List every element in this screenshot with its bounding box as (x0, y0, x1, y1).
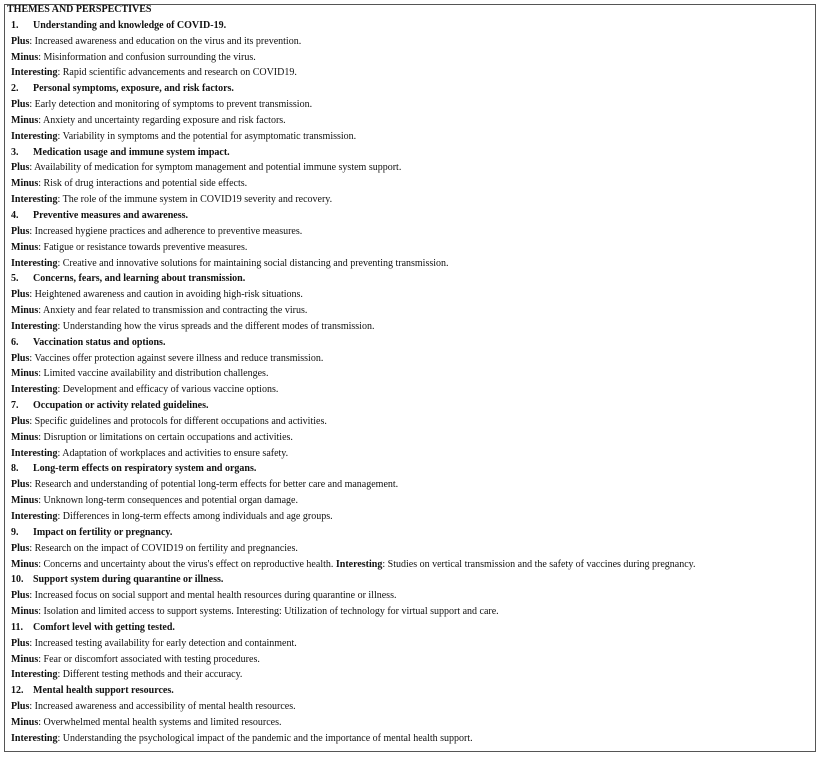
theme-title (5, 461, 813, 477)
plus-separator: : (29, 701, 35, 713)
interesting-label: Interesting (11, 447, 58, 459)
interesting-entry (5, 446, 813, 462)
interesting-entry (5, 319, 813, 335)
minus-entry (5, 240, 813, 256)
plus-label: Plus (11, 415, 30, 427)
interesting-text: Creative and innovative solutions for maintaining social distancing and preventing transmission. (62, 257, 449, 269)
theme-number: 9. (11, 526, 19, 538)
minus-separator: : (38, 431, 44, 443)
interesting-separator: : (57, 511, 63, 522)
plus-separator: : (29, 35, 35, 47)
theme-title (5, 398, 813, 414)
minus-label: Minus (11, 305, 39, 317)
theme-title (5, 81, 813, 97)
theme-block (5, 271, 813, 334)
minus-text: Anxiety and uncertainty regarding exposure and risk factors. (42, 114, 286, 126)
plus-entry (5, 477, 813, 493)
minus-text: Concerns and uncertainty about the virus's effect on reproductive health. (43, 558, 334, 570)
minus-entry (5, 430, 813, 446)
theme-title (5, 335, 813, 351)
minus-separator: : (38, 606, 44, 618)
themes-table (5, 2, 813, 747)
theme-title-text: Long-term effects on respiratory system and organs. (33, 463, 257, 475)
plus-label: Plus (11, 701, 30, 713)
interesting-separator: : (57, 67, 63, 79)
plus-entry (5, 34, 813, 50)
theme-title-text: Preventive measures and awareness. (33, 209, 188, 221)
interesting-text: Variability in symptoms and the potential for asymptomatic transmission. (62, 130, 357, 142)
plus-text: Research on the impact of COVID19 on fertility and pregnancies. (34, 542, 298, 554)
theme-block (5, 620, 813, 683)
interesting-separator: : (382, 558, 388, 570)
interesting-entry (5, 256, 813, 272)
plus-text: Increased testing availability for early detection and containment. (34, 637, 297, 649)
theme-number: 1. (11, 19, 19, 31)
theme-number: 2. (11, 83, 19, 95)
interesting-label: Interesting (11, 194, 58, 206)
plus-text: Increased hygiene practices and adherence to preventive measures. (34, 225, 303, 237)
interesting-label: Interesting (11, 511, 58, 522)
minus-label: Minus (11, 241, 39, 253)
minus-label: Minus (11, 716, 39, 728)
minus-text: Risk of drug interactions and potential side effects. (43, 178, 248, 190)
theme-block (5, 572, 813, 620)
theme-title-text: Mental health support resources. (33, 685, 174, 697)
interesting-text: Different testing methods and their accuracy. (62, 669, 243, 681)
minus-text: Misinformation and confusion surrounding the virus. (43, 51, 256, 63)
theme-number: 3. (11, 146, 19, 158)
theme-block (5, 18, 813, 81)
minus-entry (5, 493, 813, 509)
theme-title (5, 683, 813, 699)
minus-entry (5, 366, 813, 382)
theme-number: 5. (11, 273, 19, 285)
minus-label: Minus (11, 653, 39, 665)
minus-separator: : (38, 241, 44, 253)
plus-separator: : (29, 162, 35, 174)
interesting-separator: : (57, 130, 63, 142)
interesting-text: Rapid scientific advancements and research on COVID19. (62, 67, 297, 79)
minus-label: Minus (11, 558, 39, 570)
interesting-separator: : (57, 320, 63, 332)
plus-label: Plus (11, 542, 30, 554)
minus-text: Fear or discomfort associated with testing procedures. (43, 653, 260, 665)
interesting-text: Studies on vertical transmission and the safety of vaccines during pregnancy. (387, 558, 696, 570)
theme-title-text: Understanding and knowledge of COVID-19. (33, 19, 227, 31)
plus-entry (5, 97, 813, 113)
plus-text: Increased awareness and accessibility of mental health resources. (34, 701, 296, 713)
interesting-text: Understanding the psychological impact of the pandemic and the importance of mental health support. (62, 732, 473, 744)
minus-label: Minus (11, 368, 39, 380)
plus-separator: : (29, 415, 35, 427)
minus-text: Unknown long-term consequences and potential organ damage. (43, 495, 298, 507)
theme-title (5, 620, 813, 636)
interesting-entry (5, 382, 813, 398)
plus-separator: : (29, 99, 35, 111)
theme-block (5, 461, 813, 524)
interesting-label: Interesting (11, 320, 58, 332)
plus-entry (5, 351, 813, 367)
minus-separator: : (38, 558, 44, 570)
plus-separator: : (29, 225, 35, 237)
theme-number: 7. (11, 400, 19, 412)
interesting-text: Development and efficacy of various vaccine options. (62, 384, 279, 396)
theme-title (5, 271, 813, 287)
theme-title-text: Support system during quarantine or illness. (33, 574, 224, 586)
minus-label: Minus (11, 606, 39, 618)
theme-block (5, 335, 813, 398)
interesting-text: Differences in long-term effects among individuals and age groups. (62, 511, 333, 522)
minus-separator: : (38, 495, 44, 507)
interesting-label: Interesting (11, 732, 58, 744)
plus-label: Plus (11, 225, 30, 237)
minus-separator: : (38, 51, 44, 63)
minus-entry (5, 303, 813, 319)
plus-text: Early detection and monitoring of symptoms to prevent transmission. (34, 99, 313, 111)
minus-separator: : (38, 305, 43, 317)
theme-title (5, 18, 813, 34)
plus-separator: : (29, 352, 35, 364)
plus-label: Plus (11, 162, 30, 174)
minus-separator: : (38, 114, 43, 126)
interesting-text: Understanding how the virus spreads and the different modes of transmission. (62, 320, 375, 332)
theme-block (5, 398, 813, 461)
minus-entry (5, 652, 813, 668)
table-heading: THEMES AND PERSPECTIVES (7, 4, 152, 15)
interesting-label: Interesting (11, 67, 58, 79)
minus-entry (5, 50, 813, 66)
plus-entry (5, 588, 813, 604)
theme-title-text: Impact on fertility or pregnancy. (33, 526, 173, 538)
minus-separator: : (38, 716, 44, 728)
themes-list (5, 18, 813, 747)
plus-text: Research and understanding of potential long-term effects for better care and management. (34, 479, 399, 491)
plus-text: Increased awareness and education on the virus and its prevention. (34, 35, 302, 47)
theme-title-text: Personal symptoms, exposure, and risk factors. (33, 83, 234, 95)
minus-label: Minus (11, 51, 39, 63)
minus-separator: : (38, 368, 44, 380)
interesting-entry (5, 509, 813, 525)
interesting-separator: : (57, 669, 63, 681)
interesting-separator: : (57, 194, 63, 206)
interesting-text: The role of the immune system in COVID19 severity and recovery. (62, 194, 333, 206)
plus-text: Vaccines offer protection against severe illness and reduce transmission. (34, 352, 324, 364)
plus-separator: : (29, 289, 35, 301)
theme-block (5, 81, 813, 144)
plus-entry (5, 287, 813, 303)
plus-separator: : (29, 637, 35, 649)
plus-separator: : (29, 542, 35, 554)
interesting-entry (5, 192, 813, 208)
interesting-label: Interesting (11, 384, 58, 396)
plus-label: Plus (11, 637, 30, 649)
theme-number: 4. (11, 209, 19, 221)
minus-label: Minus (11, 495, 39, 507)
interesting-separator: : (57, 384, 63, 396)
plus-label: Plus (11, 590, 30, 602)
plus-text: Increased focus on social support and mental health resources during quarantine or illness. (34, 590, 397, 602)
minus-text: Fatigue or resistance towards preventive measures. (43, 241, 248, 253)
minus-text: Limited vaccine availability and distribution challenges. (43, 368, 269, 380)
minus-entry (5, 715, 813, 731)
plus-text: Availability of medication for symptom management and potential immune system support. (34, 162, 402, 174)
plus-entry (5, 636, 813, 652)
plus-label: Plus (11, 35, 30, 47)
plus-entry (5, 541, 813, 557)
plus-label: Plus (11, 479, 30, 491)
theme-block (5, 208, 813, 271)
interesting-separator: : (57, 257, 63, 269)
interesting-label: Interesting (335, 558, 383, 570)
plus-text: Specific guidelines and protocols for different occupations and activities. (34, 415, 327, 427)
minus-text: Isolation and limited access to support systems. Interesting: Utilization of technology for virtual support and care. (43, 606, 499, 618)
theme-title-text: Concerns, fears, and learning about transmission. (33, 273, 246, 285)
minus-separator: : (38, 178, 44, 190)
theme-title (5, 525, 813, 541)
plus-label: Plus (11, 289, 30, 301)
plus-entry (5, 224, 813, 240)
plus-entry (5, 699, 813, 715)
theme-title (5, 572, 813, 588)
theme-number: 10. (11, 574, 24, 586)
interesting-text: Adaptation of workplaces and activities to ensure safety. (62, 447, 289, 459)
interesting-separator: : (57, 732, 63, 744)
minus-label: Minus (11, 178, 39, 190)
plus-entry (5, 160, 813, 176)
interesting-entry (5, 667, 813, 683)
plus-label: Plus (11, 352, 30, 364)
theme-title-text: Medication usage and immune system impact. (33, 146, 230, 158)
theme-number: 8. (11, 463, 19, 475)
minus-text: Disruption or limitations on certain occupations and activities. (43, 431, 293, 443)
theme-number: 12. (11, 685, 24, 697)
interesting-separator: : (57, 447, 63, 459)
plus-label: Plus (11, 99, 30, 111)
theme-number: 6. (11, 336, 19, 348)
minus-label: Minus (11, 114, 39, 126)
interesting-label: Interesting (11, 669, 58, 681)
minus-text: Anxiety and fear related to transmission and contracting the virus. (42, 305, 308, 317)
minus-entry (5, 113, 813, 129)
theme-block (5, 525, 813, 573)
theme-title-text: Vaccination status and options. (33, 336, 166, 348)
minus-text: Overwhelmed mental health systems and limited resources. (43, 716, 282, 728)
theme-number: 11. (11, 621, 23, 633)
theme-title-text: Comfort level with getting tested. (33, 621, 175, 633)
interesting-entry (5, 65, 813, 81)
minus-interesting-entry (5, 557, 813, 573)
interesting-entry (5, 129, 813, 145)
theme-block (5, 683, 813, 746)
minus-separator: : (38, 653, 44, 665)
plus-entry (5, 414, 813, 430)
theme-title (5, 208, 813, 224)
theme-title-text: Occupation or activity related guidelines. (33, 400, 209, 412)
minus-label: Minus (11, 431, 39, 443)
theme-title (5, 145, 813, 161)
interesting-label: Interesting (11, 257, 58, 269)
plus-separator: : (29, 479, 35, 491)
plus-separator: : (29, 590, 35, 602)
interesting-entry (5, 731, 813, 747)
minus-entry (5, 176, 813, 192)
plus-text: Heightened awareness and caution in avoiding high-risk situations. (34, 289, 303, 301)
theme-block (5, 145, 813, 208)
interesting-label: Interesting (11, 130, 58, 142)
minus-entry (5, 604, 813, 620)
